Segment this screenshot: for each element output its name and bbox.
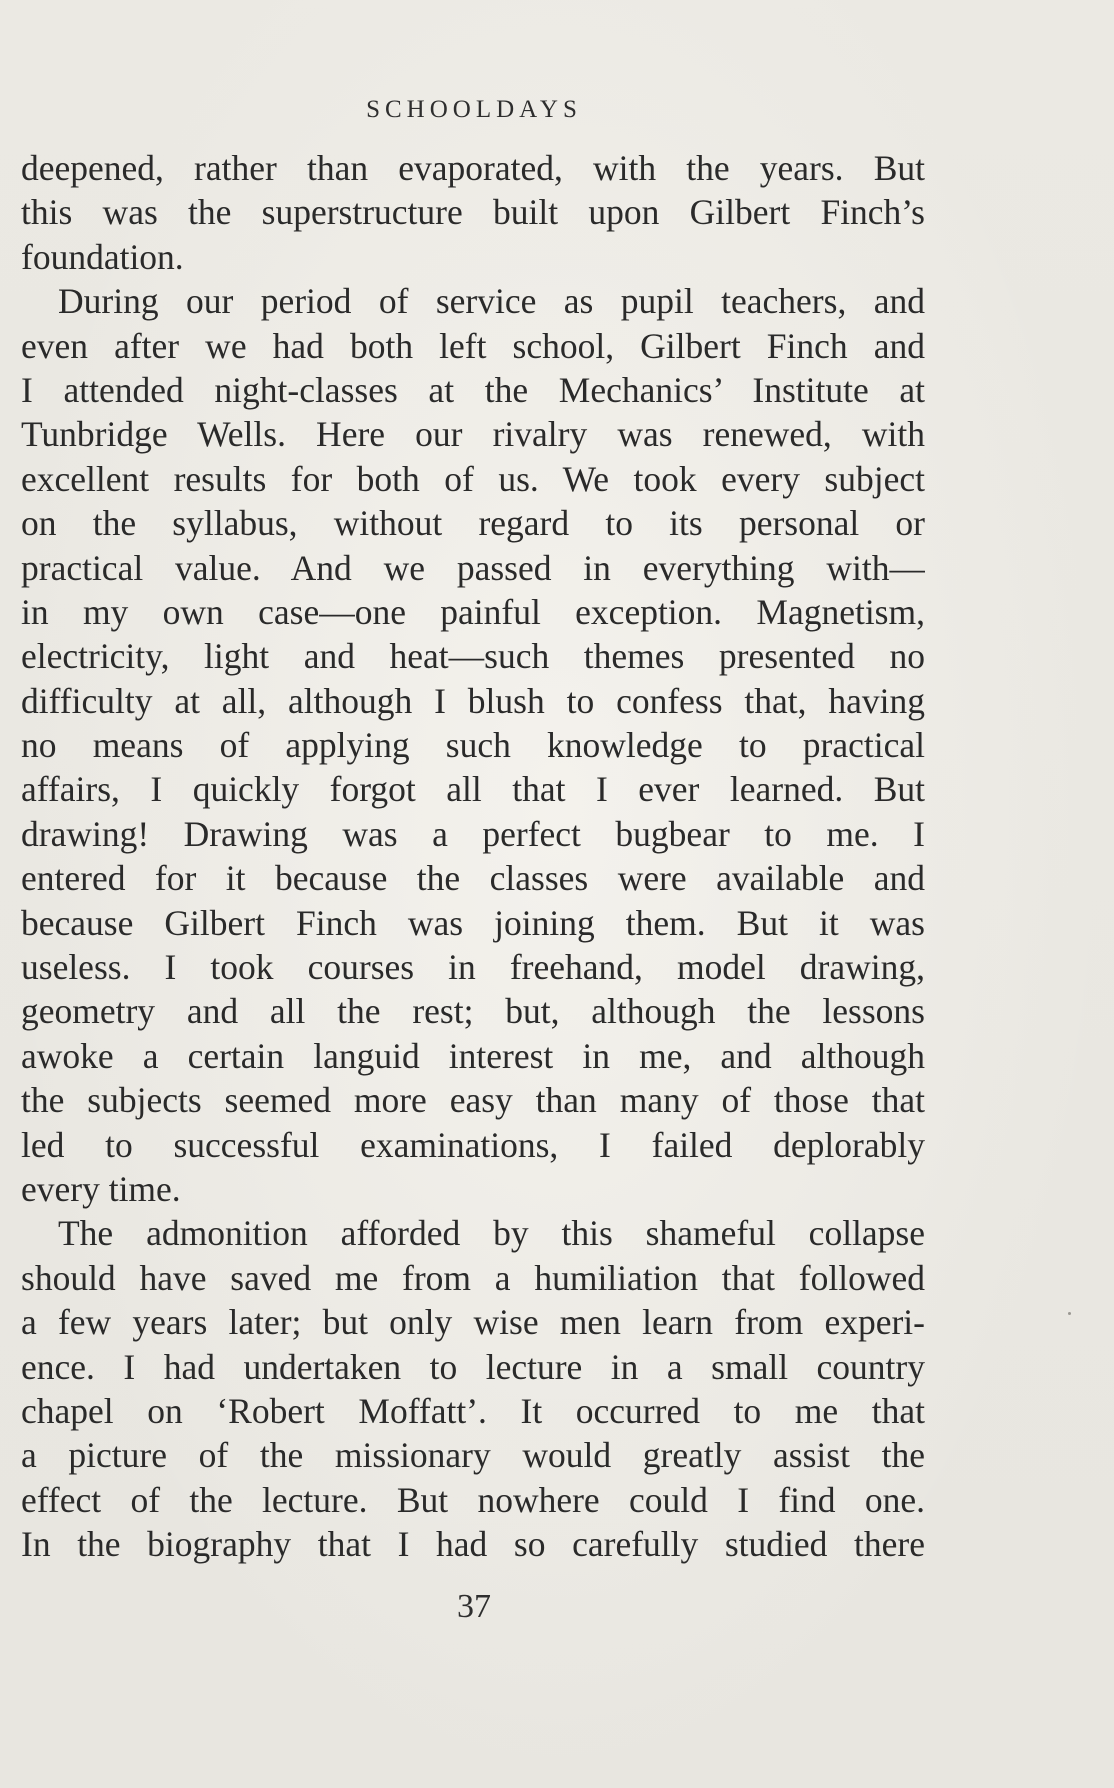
text-line: useless. I took courses in freehand, model drawing, [21,947,925,988]
text-line: no means of applying such knowledge to practical [21,725,925,766]
text-line: During our period of service as pupil teachers, and [58,281,925,322]
text-line: drawing! Drawing was a perfect bugbear to me. I [21,813,925,854]
text-line: in my own case—one painful exception. Magnetism, [21,591,925,632]
text-line: every time. [21,1168,181,1209]
text-line: electricity, light and heat—such themes presented no [21,636,925,677]
text-line: should have saved me from a humiliation that followed [21,1257,925,1298]
text-line: on the syllabus, without regard to its personal or [21,503,925,544]
page-number: 37 [457,1588,491,1625]
text-line: led to successful examinations, I failed deplorably [21,1124,925,1165]
running-head: SCHOOLDAYS [366,96,582,123]
text-line: awoke a certain languid interest in me, and although [21,1035,925,1076]
text-line: difficulty at all, although I blush to confess that, having [21,680,925,721]
text-line: chapel on ‘Robert Moffatt’. It occurred to me that [21,1390,925,1431]
text-line: practical value. And we passed in everything with— [21,547,925,588]
text-line: I attended night-classes at the Mechanics’ Institute at [21,369,925,410]
paper-speck [1068,1312,1071,1315]
text-line: affairs, I quickly forgot all that I ever learned. But [21,769,925,810]
text-line: geometry and all the rest; but, although the lessons [21,991,925,1032]
text-line: even after we had both left school, Gilbert Finch and [21,325,925,366]
text-line: In the biography that I had so carefully studied there [21,1524,925,1565]
text-line: deepened, rather than evaporated, with the years. But [21,148,925,188]
text-line: effect of the lecture. But nowhere could I find one. [21,1479,925,1520]
text-line: excellent results for both of us. We took every subject [21,458,925,499]
text-line: foundation. [21,236,184,277]
text-line: entered for it because the classes were available and [21,858,925,899]
text-line: The admonition afforded by this shameful collapse [58,1213,925,1254]
text-line: because Gilbert Finch was joining them. But it was [21,902,925,943]
text-line: Tunbridge Wells. Here our rivalry was renewed, with [21,414,925,455]
text-line: a picture of the missionary would greatly assist the [21,1435,925,1476]
text-line: this was the superstructure built upon Gilbert Finch’s [21,192,925,233]
text-line: a few years later; but only wise men learn from experi- [21,1302,925,1343]
text-line: the subjects seemed more easy than many of those that [21,1080,925,1121]
text-line: ence. I had undertaken to lecture in a small country [21,1346,925,1387]
body-text [21,146,925,1567]
